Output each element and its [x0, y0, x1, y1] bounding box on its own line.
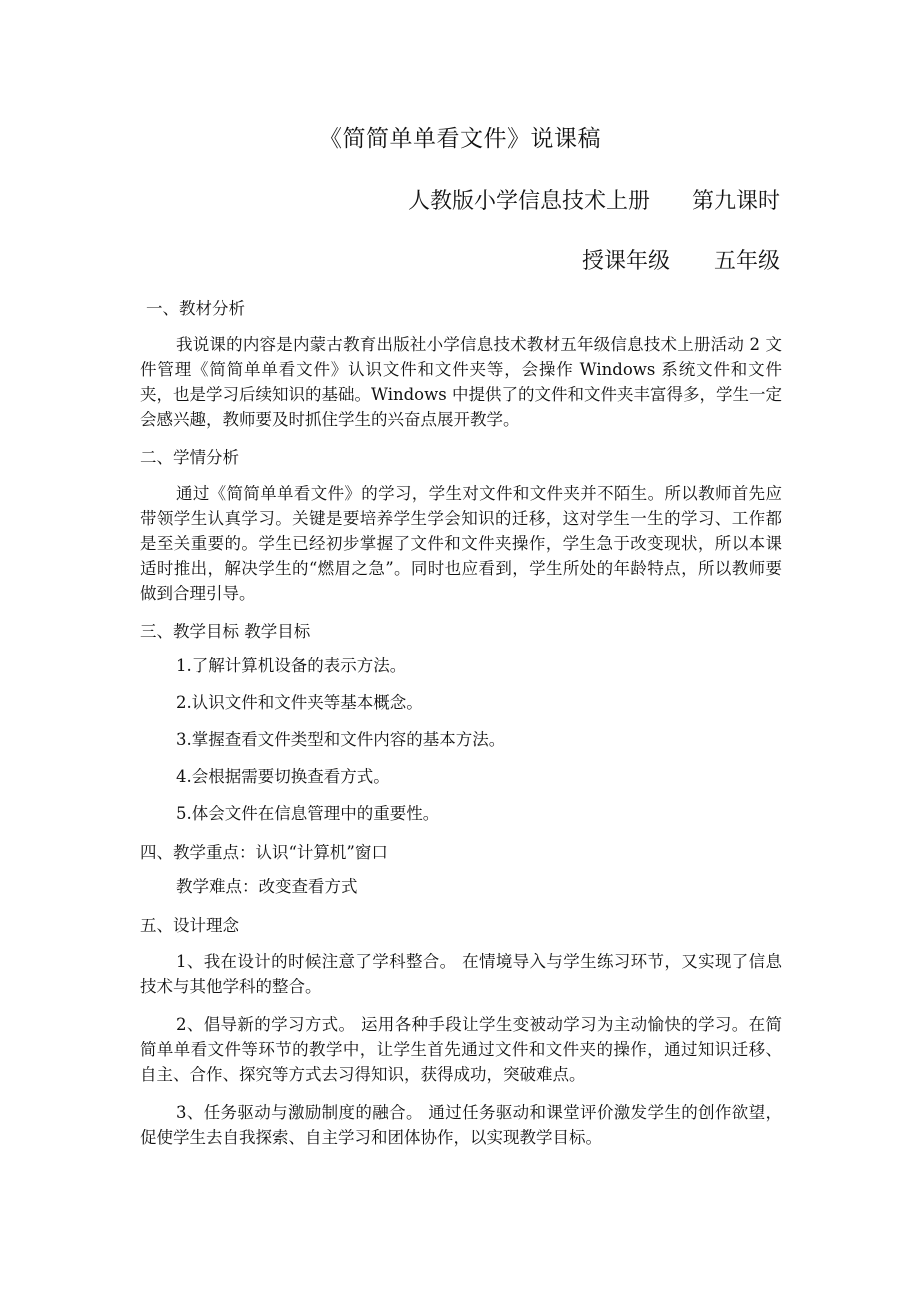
goal-item: 4.会根据需要切换查看方式。 [176, 767, 390, 786]
paragraph-design-concept: 3、任务驱动与激励制度的融合。 通过任务驱动和课堂评价激发学生的创作欲望，促使学生去自我探索、自主学习和团体协作，以实现教学目标。 [140, 1103, 782, 1147]
textbook-name: 人教版小学信息技术上册 [407, 189, 650, 214]
paragraph-design-concept: 2、倡导新的学习方式。 运用各种手段让学生变被动学习为主动愉快的学习。在简简单单看文件等环节的教学中，让学生首先通过文件和文件夹的操作，通过知识迁移、自主、合作、探究等方式去习得知识，获得成功，突破难点。 [140, 1015, 782, 1084]
section-heading-teaching-goals: 三、教学目标 教学目标 [140, 622, 311, 641]
document-title: 《简简单单看文件》说课稿 [319, 126, 601, 152]
grade-value: 五年级 [713, 249, 780, 274]
goal-item: 1.了解计算机设备的表示方法。 [176, 656, 407, 675]
goal-item: 3.掌握查看文件类型和文件内容的基本方法。 [176, 730, 506, 749]
grade-label: 授课年级 [581, 249, 670, 274]
textbook-lesson-line [408, 184, 780, 215]
paragraph-design-concept: 1、我在设计的时候注意了学科整合。 在情境导入与学生练习环节，又实现了信息技术与其他学科的整合。 [140, 952, 782, 996]
paragraph-textbook-analysis: 我说课的内容是内蒙古教育出版社小学信息技术教材五年级信息技术上册活动 2 文件管理《简简单单看文件》认识文件和文件夹等，会操作 Windows 系统文件和文件夹，也是学习后续知识的基础。Windows 中提供了的文件和文件夹丰富得多，学生一定会感兴趣，教师要及时抓住学生的兴奋点展开教学。 [140, 335, 782, 429]
section-heading-key-points: 四、教学重点：认识“计算机”窗口 [140, 843, 388, 862]
section-heading-student-analysis: 二、学情分析 [140, 448, 239, 467]
goal-item: 5.体会文件在信息管理中的重要性。 [176, 804, 440, 823]
section-heading-design-concept: 五、设计理念 [140, 916, 239, 935]
section-heading-textbook-analysis: 一、教材分析 [146, 299, 245, 318]
lesson-number: 第九课时 [691, 189, 780, 214]
document-body [140, 296, 782, 1163]
goal-item: 2.认识文件和文件夹等基本概念。 [176, 693, 423, 712]
paragraph-student-analysis: 通过《简简单单看文件》的学习，学生对文件和文件夹并不陌生。所以教师首先应带领学生认真学习。关键是要培养学生学会知识的迁移，这对学生一生的学习、工作都是至关重要的。学生已经初步掌握了文件和文件夹操作，学生急于改变现状，所以本课适时推出，解决学生的“燃眉之急”。同时也应看到，学生所处的年龄特点，所以教师要做到合理引导。 [140, 484, 782, 603]
grade-line [582, 244, 780, 275]
difficult-point: 教学难点：改变查看方式 [176, 877, 358, 896]
